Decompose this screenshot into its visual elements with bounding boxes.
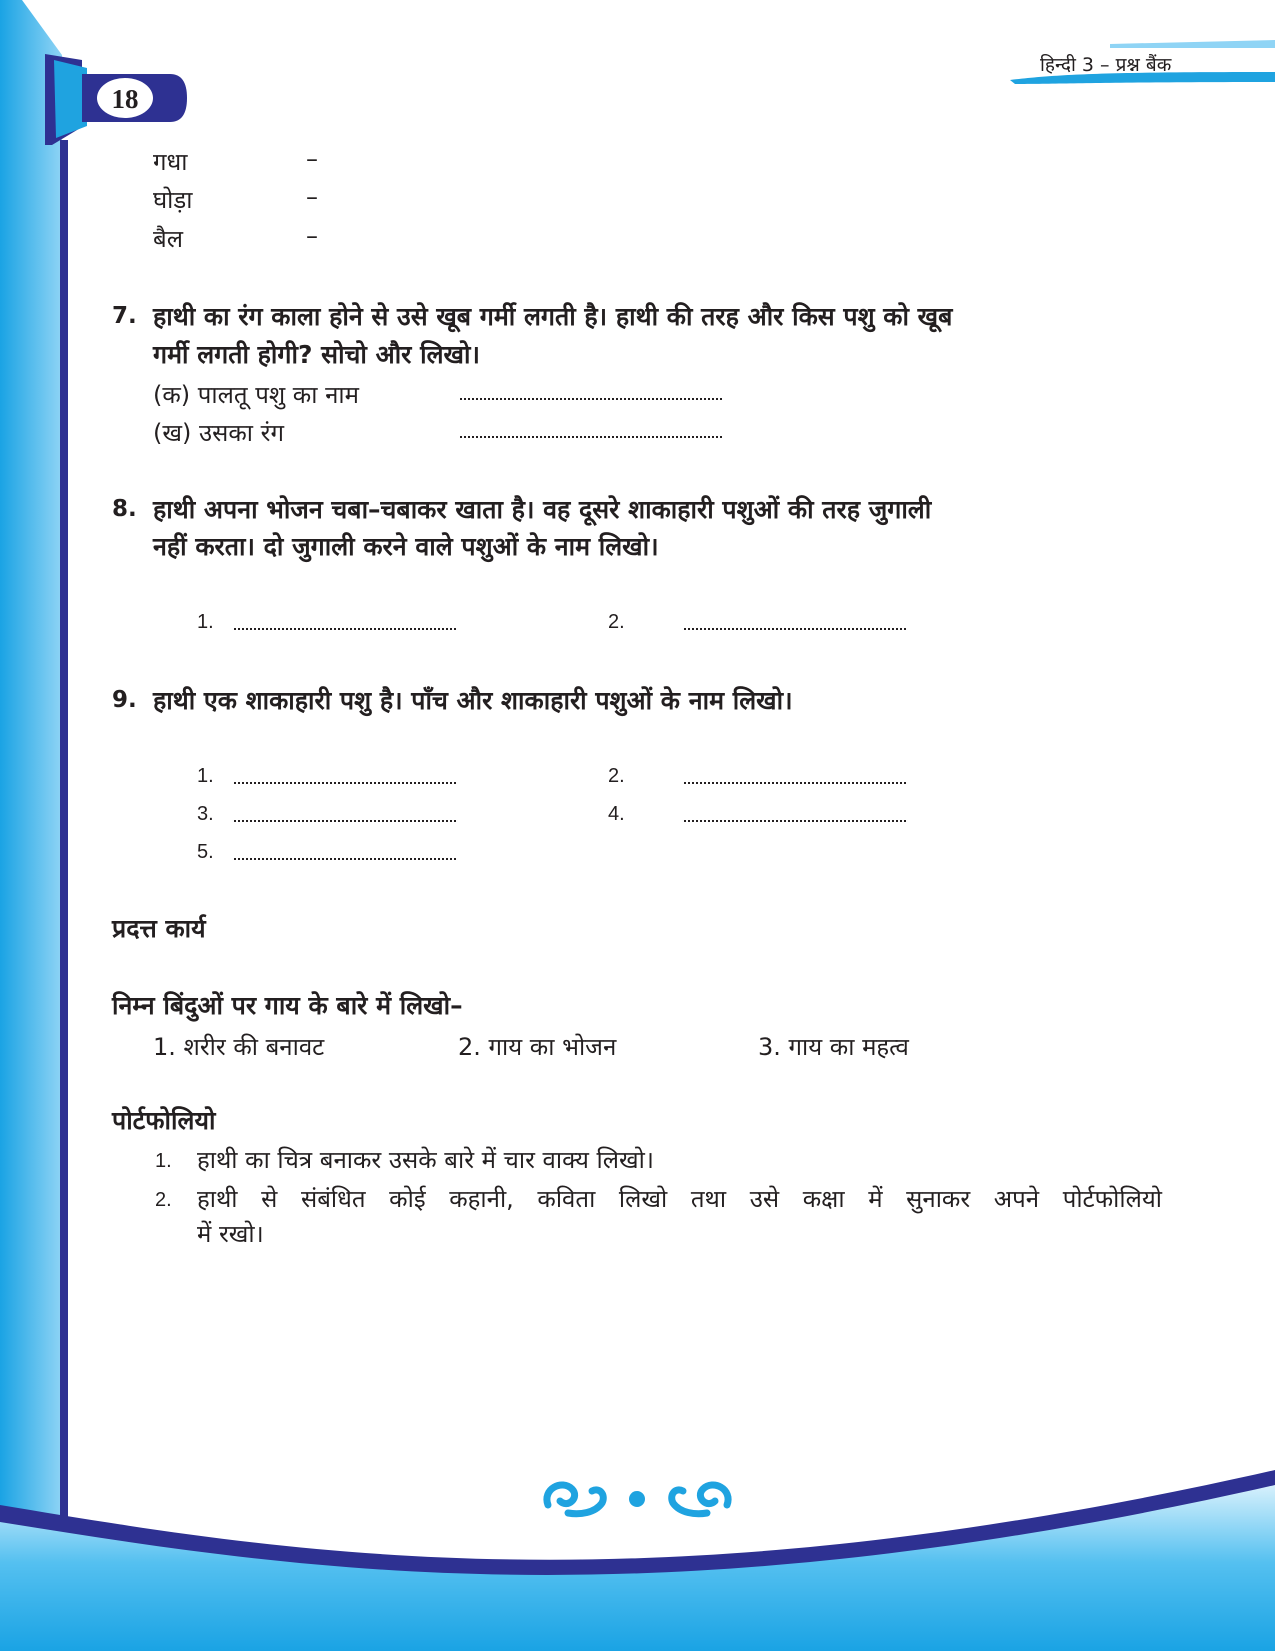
animal-list-item bbox=[153, 145, 188, 178]
page-number: 18 bbox=[111, 84, 139, 114]
question-9-number: 9. bbox=[112, 687, 137, 713]
portfolio-item-text-continued: में रखो। bbox=[197, 1220, 264, 1248]
question-9-blank-number: 1. bbox=[197, 765, 214, 787]
question-9-blank[interactable] bbox=[234, 782, 456, 784]
question-7-line2: गर्मी लगती होगी? सोचो और लिखो। bbox=[153, 340, 480, 369]
question-8-blank[interactable] bbox=[234, 628, 456, 630]
question-7-part-b-blank[interactable] bbox=[460, 436, 722, 438]
question-9-blank-number: 5. bbox=[197, 841, 214, 863]
question-8-blank[interactable] bbox=[684, 628, 906, 630]
question-8-blank-number: 2. bbox=[608, 611, 625, 633]
portfolio-item-text: हाथी से संबंधित कोई कहानी, कविता लिखो तथा उसे कक्षा में सुनाकर अपने पोर्टफोलियो bbox=[197, 1185, 1162, 1213]
portfolio-item-number: 2. bbox=[155, 1189, 172, 1211]
question-9-blank-number: 3. bbox=[197, 803, 214, 825]
animal-name: गधा bbox=[153, 148, 188, 176]
animal-dash: – bbox=[306, 145, 318, 173]
assignment-point: 2. गाय का भोजन bbox=[458, 1033, 617, 1061]
question-7-part-a-blank[interactable] bbox=[460, 398, 722, 400]
portfolio-item-text: हाथी का चित्र बनाकर उसके बारे में चार वाक्य लिखो। bbox=[197, 1146, 654, 1174]
portfolio-item-number: 1. bbox=[155, 1150, 172, 1172]
question-8-number: 8. bbox=[112, 496, 137, 522]
question-8-line1: हाथी अपना भोजन चबा–चबाकर खाता है। वह दूसरे शाकाहारी पशुओं की तरह जुगाली bbox=[153, 495, 932, 524]
animal-list-item bbox=[153, 222, 183, 255]
question-8-line2: नहीं करता। दो जुगाली करने वाले पशुओं के नाम लिखो। bbox=[153, 532, 659, 561]
animal-name: बैल bbox=[153, 225, 183, 253]
animal-name: घोड़ा bbox=[153, 186, 193, 214]
animal-dash: – bbox=[306, 222, 318, 250]
book-title: हिन्दी 3 – प्रश्न बैंक bbox=[1040, 54, 1172, 76]
animal-dash: – bbox=[306, 183, 318, 211]
question-7-part-b-label: (ख) उसका रंग bbox=[153, 419, 284, 447]
assignment-point: 1. शरीर की बनावट bbox=[153, 1033, 325, 1061]
question-9-blank[interactable] bbox=[684, 782, 906, 784]
question-8-blank-number: 1. bbox=[197, 611, 214, 633]
question-9-blank[interactable] bbox=[234, 820, 456, 822]
assignment-point: 3. गाय का महत्व bbox=[758, 1033, 909, 1061]
portfolio-title: पोर्टफोलियो bbox=[112, 1106, 216, 1135]
question-9-blank-number: 4. bbox=[608, 803, 625, 825]
assignment-title: प्रदत्त कार्य bbox=[112, 914, 206, 943]
animal-list-item bbox=[153, 183, 192, 216]
question-9-line1: हाथी एक शाकाहारी पशु है। पाँच और शाकाहारी पशुओं के नाम लिखो। bbox=[153, 686, 793, 715]
question-9-blank[interactable] bbox=[684, 820, 906, 822]
question-9-blank[interactable] bbox=[234, 858, 456, 860]
question-9-blank-number: 2. bbox=[608, 765, 625, 787]
question-7-number: 7. bbox=[112, 303, 137, 329]
question-7-part-a-label: (क) पालतू पशु का नाम bbox=[153, 381, 359, 409]
ornament-divider-icon bbox=[540, 1475, 735, 1519]
assignment-instruction: निम्न बिंदुओं पर गाय के बारे में लिखो– bbox=[112, 991, 463, 1020]
question-7-line1: हाथी का रंग काला होने से उसे खूब गर्मी लगती है। हाथी की तरह और किस पशु को खूब bbox=[153, 302, 953, 331]
